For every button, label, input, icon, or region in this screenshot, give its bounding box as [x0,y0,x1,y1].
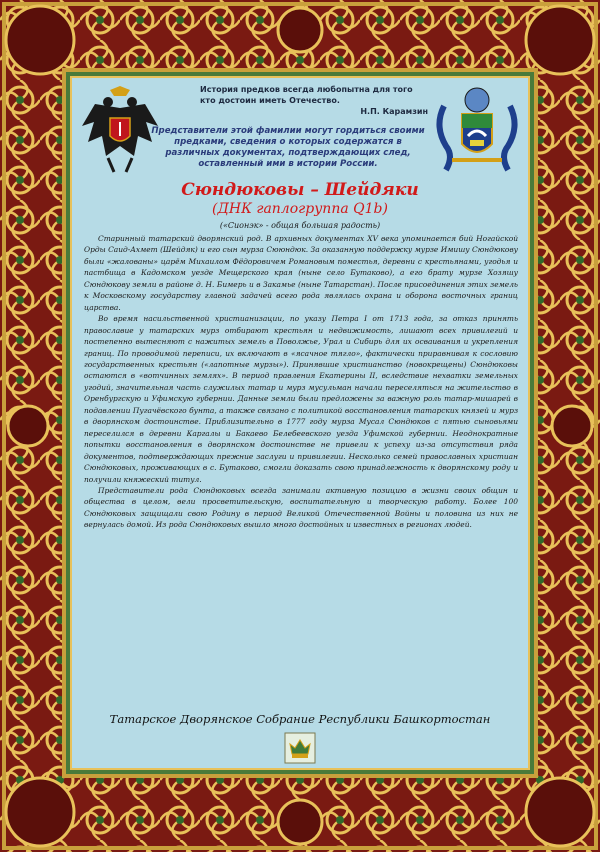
intro-text: Представители этой фамилии могут гордиться своими предками, сведения о которых содержатся в различных документах, подтверждающих след, оставленный ими в истории России. [151,126,425,169]
epigraph-author: Н.П. Карамзин [360,107,428,116]
page-title: Сюндюковы – Шейдяки [181,180,419,200]
history-paragraph-3: Представители рода Сюндюковых всегда занимали активную позицию в жизни своих общин и общества в целом, вели просветительскую, воспитательную и творческую работу. Более 100 Сюндюковых защищали свою Родину в период Великой Отечественной Войны и половина из них не вернулась домой. Из рода Сюндюковых вышло много достойных и известных в регионах людей. [84,485,518,530]
crown-emblem-icon [284,732,316,764]
history-paragraph-2: Во время насильственной христианизации, по указу Петра I от 1713 года, за отказ принять православие у татарских мурз отбирают крестьян и недвижимость, лишают всех привилегий и постепенно вытесняют с нажитых земель в Поволжье, Урал и Сибирь для их осваивания и укрепления границ. По проводимой переписи, их включают в «ясачное тягло», фактически приравнивая к сословию государственных крестьян («лапотные мурзы»). Принявшие христианство (новокрещены) Сюндюковы остаются в «вотчинных землях». В период правления Екатерины II, вследствие нехватки земельных угодий, значительная часть служилых татар и мурз мусульман начали переселяться на жительство в Оренбургскую и Уфимскую губернии. Данные земли были предложены за важную роль татар-мишарей в подавлении Пугачёвского бунта, а также связано с политикой восстановления татарских князей и мурз в дворянском достоинстве. Приблизительно в 1777 году мурза Мусал Сюндюков с пятью сыновьями переселился в деревни Каргалы и Бакаево Белебеевского уезда Уфимской губернии. Неоднократные попытки восстановления в дворянском достоинстве не привели к успеху из-за отсутствия ряда документов, подтверждающих прежние заслуги и привилегии. Несколько семей православных христиан Сюндюковых, проживающих в с. Бутаково, смогли доказать свою принадлежность к дворянскому роду и получили княжеский титул. [84,314,518,484]
family-coat-of-arms-icon [434,86,520,176]
haplogroup-subtitle: (ДНК гаплогруппа Q1b) [212,201,388,217]
history-text [84,233,518,531]
history-paragraph-1: Старинный татарский дворянский род. В архивных документах XV века упоминается бий Ногайской Орды Саид-Ахмет (Шейдяк) и его сын мурза Сююндюк. За оказанную поддержку мурзе Имишу Сюндюкову были «жалованы» царём Михаилом Фёдоровичем Романовым поместья, деревни с крестьянами, угодья и пастбища в Кадомском уезде Мещерского края (ныне село Бутаково), а его брату мурзе Хозяшу Сюндюкову земли в районе д. Н. Бимерь и в Закамье (ныне Татарстан). После присоединения этих земель к Московскому государству главной задачей всего рода являлась охрана и оборона восточных границ царства. [84,234,518,312]
name-meaning-note: («Сионэк» - общая большая радость) [219,221,381,230]
assembly-signature: Татарское Дворянское Собрание Республики Башкортостан [109,712,491,726]
epigraph [200,84,428,116]
epigraph-text: История предков всегда любопытна для того кто достоин иметь Отечество. [200,85,413,105]
